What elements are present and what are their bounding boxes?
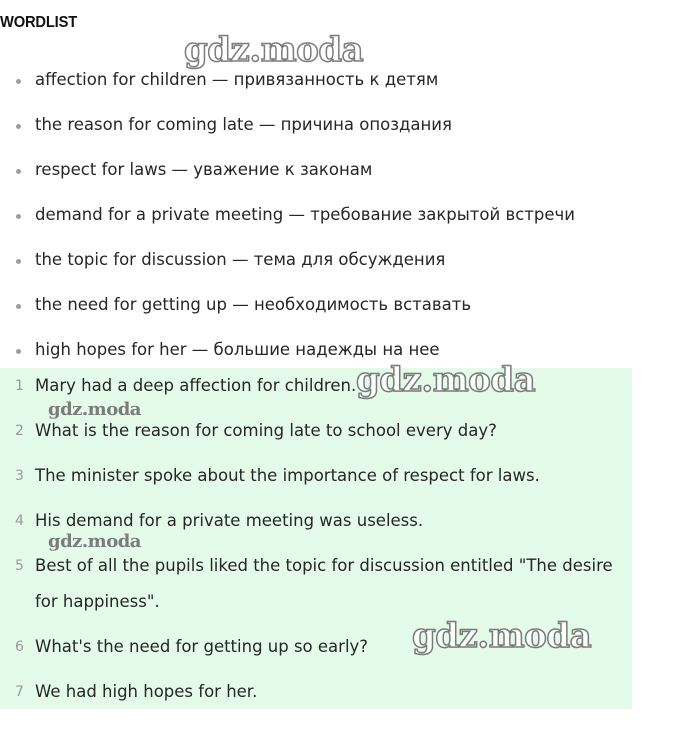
answer-text: His demand for a private meeting was useless. — [35, 511, 424, 530]
wordlist-item-text: demand for a private meeting — требование закрытой встречи — [35, 205, 575, 224]
wordlist — [0, 62, 680, 377]
answer-number: 6 — [15, 639, 24, 655]
wordlist-item-text: the reason for coming late — причина опоздания — [35, 115, 452, 134]
answer-number: 5 — [15, 558, 24, 574]
bullet-icon — [16, 169, 21, 174]
wordlist-item-text: respect for laws — уважение к законам — [35, 160, 373, 179]
watermark: gdz.moda — [184, 30, 364, 70]
answer-number: 3 — [15, 468, 24, 484]
bullet-icon — [16, 79, 21, 84]
wordlist-item-text: the need for getting up — необходимость вставать — [35, 295, 472, 314]
answer-number: 4 — [15, 513, 24, 529]
answer-text: The minister spoke about the importance of respect for laws. — [35, 466, 540, 485]
answer-text: Best of all the pupils liked the topic for discussion entitled "The desire for happiness". — [35, 556, 613, 611]
answer-text: What's the need for getting up so early? — [35, 637, 369, 656]
wordlist-item-text: the topic for discussion — тема для обсуждения — [35, 250, 446, 269]
bullet-icon — [16, 349, 21, 354]
watermark: gdz.moda — [48, 399, 141, 420]
wordlist-heading: WORDLIST — [0, 14, 78, 31]
wordlist-item — [0, 242, 680, 287]
bullet-icon — [16, 259, 21, 264]
watermark: gdz.moda — [48, 531, 141, 552]
bullet-icon — [16, 124, 21, 129]
wordlist-item — [0, 107, 680, 152]
answer-text: What is the reason for coming late to school every day? — [35, 421, 497, 440]
wordlist-item — [0, 287, 680, 332]
watermark: gdz.moda — [356, 360, 536, 400]
answer-number: 7 — [15, 684, 24, 700]
bullet-icon — [16, 214, 21, 219]
wordlist-item — [0, 197, 680, 242]
wordlist-item-text: high hopes for her — большие надежды на нее — [35, 340, 440, 359]
answer-text: Mary had a deep affection for children. — [35, 376, 357, 395]
answer-number: 1 — [15, 378, 24, 394]
answer-number: 2 — [15, 423, 24, 439]
bullet-icon — [16, 304, 21, 309]
watermark: gdz.moda — [412, 616, 592, 656]
answer-text: We had high hopes for her. — [35, 682, 258, 701]
wordlist-item-text: affection for children — привязанность к детям — [35, 70, 439, 89]
wordlist-item — [0, 152, 680, 197]
